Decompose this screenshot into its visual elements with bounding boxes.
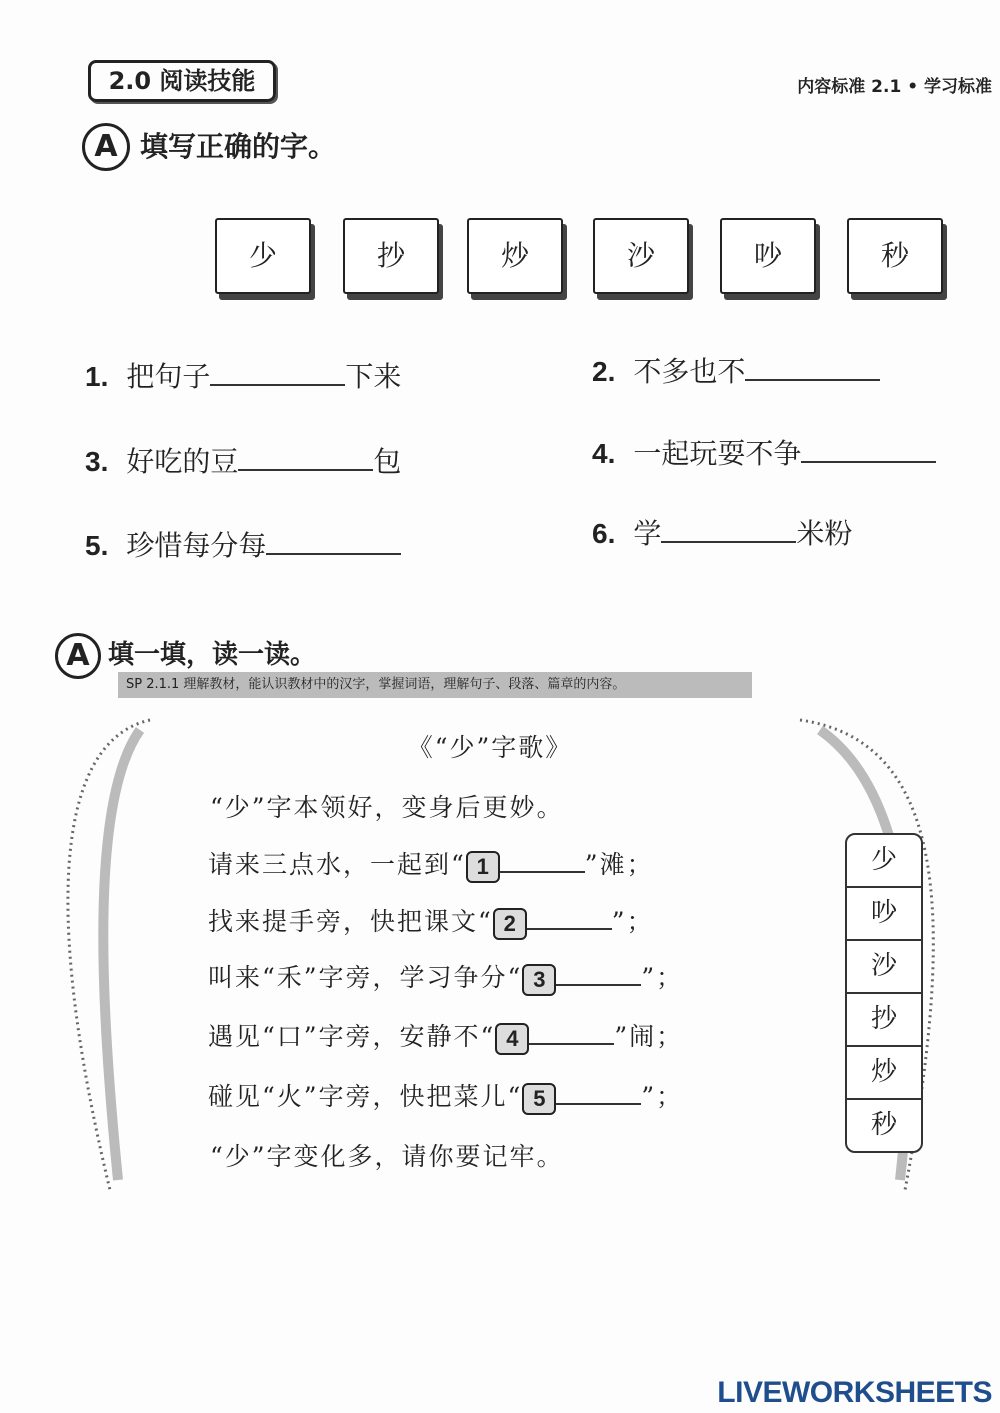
question-text: 一起玩耍不争 (633, 437, 802, 470)
word-card: 抄 (343, 218, 439, 294)
poem-line (210, 788, 564, 824)
question-number: 5. (85, 530, 109, 561)
question-number: 6. (592, 518, 616, 549)
poem-text-after: ”滩； (584, 850, 654, 879)
question-text: 把句子 (126, 360, 211, 393)
poem-line (208, 1017, 683, 1055)
answer-blank[interactable] (238, 445, 373, 471)
poem-title: 《“少”字歌》 (407, 733, 573, 762)
poem-text: 碰见“火”字旁，快把菜儿“ (208, 1082, 523, 1111)
poem-line (208, 902, 654, 940)
blank-number-badge: 4 (495, 1023, 529, 1055)
blank-number-badge: 1 (466, 851, 500, 883)
question-text: 好吃的豆 (126, 445, 239, 478)
word-list-box (845, 833, 923, 1153)
answer-blank[interactable] (556, 1079, 641, 1105)
blank-number-badge: 2 (493, 908, 527, 940)
answer-blank[interactable] (529, 1019, 614, 1045)
blank-number-badge: 3 (522, 964, 556, 996)
word-card: 少 (215, 218, 311, 294)
answer-blank[interactable] (745, 355, 880, 381)
word-list-item: 秒 (870, 1110, 897, 1140)
section-header: 2.0 阅读技能 (88, 60, 276, 102)
poem-text: 找来提手旁，快把课文“ (208, 907, 493, 936)
answer-blank[interactable] (801, 437, 936, 463)
liveworksheets-logo: LIVEWORKSHEETS (717, 1376, 992, 1409)
poem-text-after: ”； (641, 963, 684, 992)
answer-blank[interactable] (500, 847, 585, 873)
poem-text-after: ”闹； (614, 1022, 684, 1051)
standard-note: SP 2.1.1 理解教材，能认识教材中的汉字，掌握词语，理解句子、段落、篇章的内容。 (118, 672, 752, 698)
poem-line (208, 1077, 683, 1115)
answer-blank[interactable] (266, 529, 401, 555)
question-text-after: 米粉 (796, 517, 853, 550)
word-list-item: 少 (847, 835, 921, 888)
poem-text: 叫来“禾”字旁，学习争分“ (208, 963, 523, 992)
poem-text: 请来三点水，一起到“ (208, 850, 466, 879)
question-number: 4. (592, 438, 616, 469)
question-text: 不多也不 (633, 355, 746, 388)
word-card: 吵 (720, 218, 816, 294)
poem-text-after: ”； (641, 1082, 684, 1111)
question-text-after: 包 (373, 445, 402, 478)
answer-blank[interactable] (527, 904, 612, 930)
poem-text-after: ”； (611, 907, 654, 936)
answer-blank[interactable] (210, 360, 345, 386)
poem-line (210, 1137, 564, 1173)
answer-blank[interactable] (661, 517, 796, 543)
word-card: 炒 (467, 218, 563, 294)
question-text-after: 下来 (345, 360, 402, 393)
part-a-title: 填写正确的字。 (140, 130, 337, 163)
blank-number-badge: 5 (522, 1083, 556, 1115)
word-list-item: 抄 (847, 994, 921, 1047)
question-item (85, 524, 401, 564)
poem-line (208, 958, 683, 996)
question-number: 1. (85, 361, 109, 392)
question-item (85, 355, 401, 395)
question-number: 2. (592, 356, 616, 387)
answer-blank[interactable] (556, 960, 641, 986)
poem-line (208, 845, 654, 883)
part-b-marker: A (55, 633, 101, 679)
word-list-item: 炒 (847, 1047, 921, 1100)
word-card: 沙 (593, 218, 689, 294)
poem-text: “少”字变化多，请你要记牢。 (210, 1142, 564, 1171)
part-a-marker: A (82, 123, 130, 171)
standard-label: 内容标准 2.1 • 学习标准 (797, 77, 992, 97)
question-item (85, 440, 401, 480)
word-list-item: 沙 (847, 941, 921, 994)
part-b-title: 填一填，读一读。 (108, 640, 317, 670)
question-item (592, 350, 880, 390)
word-list-item: 吵 (847, 888, 921, 941)
question-text: 珍惜每分每 (126, 529, 267, 562)
word-card: 秒 (847, 218, 943, 294)
poem-text: “少”字本领好，变身后更妙。 (210, 793, 564, 822)
question-text: 学 (633, 517, 662, 550)
question-number: 3. (85, 446, 109, 477)
poem-text: 遇见“口”字旁，安静不“ (208, 1022, 496, 1051)
question-item (592, 512, 852, 552)
question-item (592, 432, 936, 472)
